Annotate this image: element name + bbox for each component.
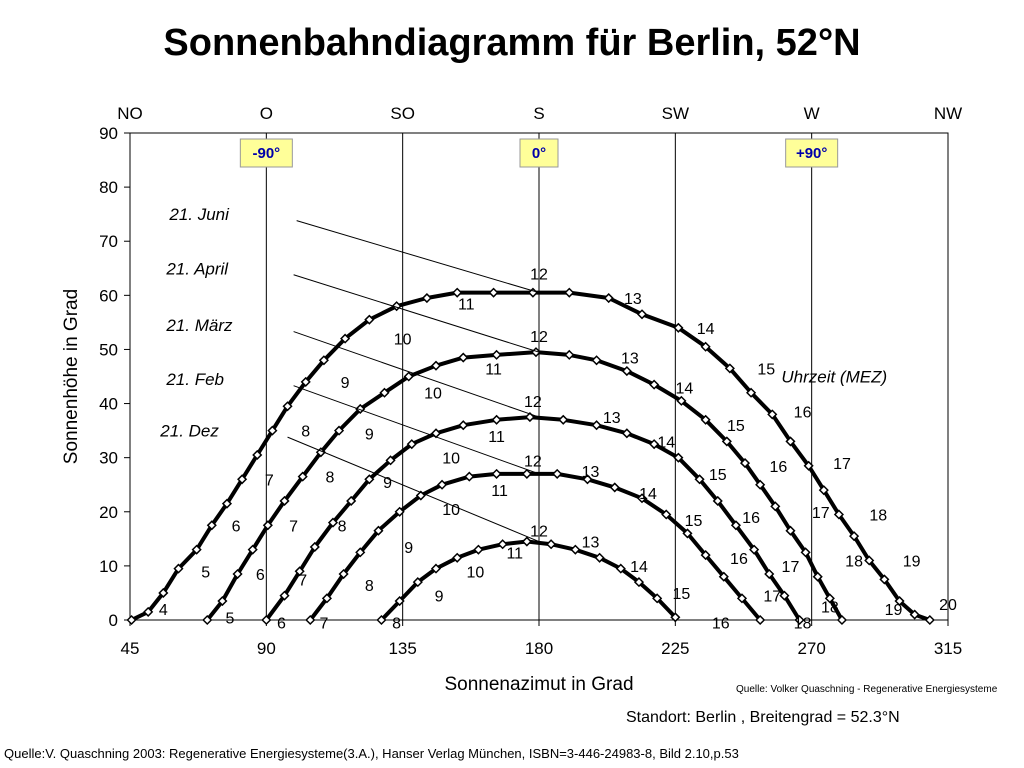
hour-label: 11 [488,429,505,447]
hour-label: 10 [442,502,461,520]
azimuth-marker [240,139,292,167]
series-21-juni [128,267,957,624]
data-point [559,416,567,424]
annotation-uhrzeit: Uhrzeit (MEZ) [781,367,888,387]
hour-label: 7 [289,518,299,536]
data-point [423,294,431,302]
y-tick-label: 60 [99,286,118,306]
data-point [565,289,573,297]
series-21-dez [377,524,729,633]
x-tick-label: 135 [388,639,417,658]
source-note: Quelle:V. Quaschning 2003: Regenerative Energiesysteme(3.A.), Hanser Verlag München, ISBN=3-446-24983-8, Bild 2.10,p.53 [4,746,739,761]
azimuth-marker-label: 0° [531,145,547,162]
date-label: 21. April [166,259,229,279]
compass-label: SO [390,104,415,123]
hour-label: 15 [757,361,776,379]
hour-label: 7 [298,572,308,590]
hour-label: 16 [711,615,730,633]
date-label: 21. Dez [160,421,219,441]
compass-label: S [533,104,545,123]
series-line [310,474,760,620]
hour-label: 18 [869,507,888,525]
hour-label: 17 [811,504,830,522]
y-tick-label: 50 [99,340,118,360]
hour-label: 19 [902,553,921,571]
y-axis-title: Sonnenhöhe in Grad [61,288,82,465]
y-tick-label: 10 [99,556,118,576]
hour-label: 10 [393,331,412,349]
date-leader-line [294,275,539,352]
hour-label: 19 [884,602,903,620]
y-tick-label: 80 [99,178,118,198]
x-tick-label: 315 [933,639,963,658]
hour-label: 7 [319,615,329,633]
hour-label: 8 [364,577,374,595]
hour-label: 8 [301,423,311,441]
x-tick-label: 45 [120,639,140,658]
azimuth-marker-label: -90° [252,145,281,162]
hour-label: 14 [630,558,648,576]
compass-label: NW [933,104,963,123]
hour-label: 13 [624,291,642,309]
hour-label: 16 [769,458,788,476]
hour-label: 10 [466,564,485,582]
y-tick-label: 0 [108,611,118,630]
hour-label: 14 [675,380,694,398]
hour-label: 16 [730,550,748,568]
compass-label: NO [117,104,143,123]
hour-label: 13 [620,350,639,368]
x-tick-label: 90 [256,639,276,658]
hour-label: 6 [255,567,265,585]
data-point [453,289,461,297]
hour-label: 16 [793,404,812,422]
x-axis-title: Sonnenazimut in Grad [444,674,634,695]
azimuth-marker-label: +90° [795,145,828,162]
hour-label: 15 [708,466,727,484]
y-tick-label: 20 [99,502,118,522]
hour-label: 17 [763,588,782,606]
hour-label: 9 [364,426,374,444]
data-point [523,470,531,478]
data-point [547,540,555,548]
hour-label: 11 [485,361,502,379]
hour-label: 9 [434,588,444,606]
date-label: 21. Feb [166,370,225,390]
hour-label: 18 [793,615,812,633]
hour-label: 12 [524,453,542,471]
credit-small: Quelle: Volker Quaschning - Regenerative Energiesysteme [736,684,998,695]
x-tick-label: 225 [661,639,690,658]
x-tick-label: 270 [797,639,826,658]
hour-label: 10 [442,450,461,468]
hour-label: 13 [602,410,621,428]
data-point [490,289,498,297]
date-label: 21. März [166,316,233,336]
slide-title: Sonnenbahndiagramm für Berlin, 52°N [163,22,861,64]
hour-label: 12 [524,393,542,411]
hour-label: 8 [325,469,335,487]
data-point [499,540,507,548]
hour-label: 7 [264,472,274,490]
hour-label: 15 [672,585,691,603]
hour-label: 17 [781,558,800,576]
azimuth-marker [786,139,838,167]
x-tick-label: 180 [524,639,554,658]
date-leader-line [294,332,539,417]
hour-label: 13 [581,534,600,552]
hour-label: 8 [337,518,347,536]
data-point [565,351,573,359]
series-21-m-rz [262,394,839,633]
compass-label: O [259,104,273,123]
compass-label: W [803,104,820,123]
y-tick-label: 30 [99,448,118,468]
hour-label: 13 [581,464,600,482]
hour-label: 15 [684,512,703,530]
hour-label: 5 [225,610,235,628]
series-layer [128,267,957,633]
hour-label: 4 [158,602,168,620]
hour-label: 9 [404,539,414,557]
hour-label: 12 [530,266,548,284]
hour-label: 12 [530,523,548,541]
hour-label: 14 [696,320,715,338]
hour-label: 5 [201,564,211,582]
hour-label: 6 [277,615,286,633]
hour-label: 20 [939,596,957,614]
hour-label: 14 [657,434,676,452]
hour-label: 14 [639,485,657,503]
y-tick-label: 90 [99,124,118,143]
hour-label: 17 [833,456,851,474]
hour-label: 15 [727,418,745,436]
hour-label: 18 [845,553,863,571]
hour-label: 11 [491,483,508,501]
compass-label: SW [661,104,690,123]
hour-label: 10 [424,385,442,403]
date-label: 21. Juni [169,205,229,225]
azimuth-marker [520,139,558,167]
hour-label: 9 [383,475,392,493]
y-tick-label: 40 [99,394,118,414]
hour-label: 18 [820,599,839,617]
data-point [493,351,501,359]
y-tick-label: 70 [99,232,118,252]
location-note: Standort: Berlin , Breitengrad = 52.3°N [626,709,900,726]
hour-label: 11 [457,296,475,314]
hour-label: 11 [506,545,524,563]
hour-label: 16 [742,510,760,528]
data-point [493,416,501,424]
series-line [382,539,676,621]
hour-label: 9 [340,374,350,392]
hour-label: 12 [530,328,548,346]
date-leader-line [297,221,539,293]
data-point [553,470,561,478]
hour-label: 8 [392,615,402,633]
hour-label: 6 [231,518,241,536]
series-21-feb [306,450,812,633]
data-point [493,470,501,478]
